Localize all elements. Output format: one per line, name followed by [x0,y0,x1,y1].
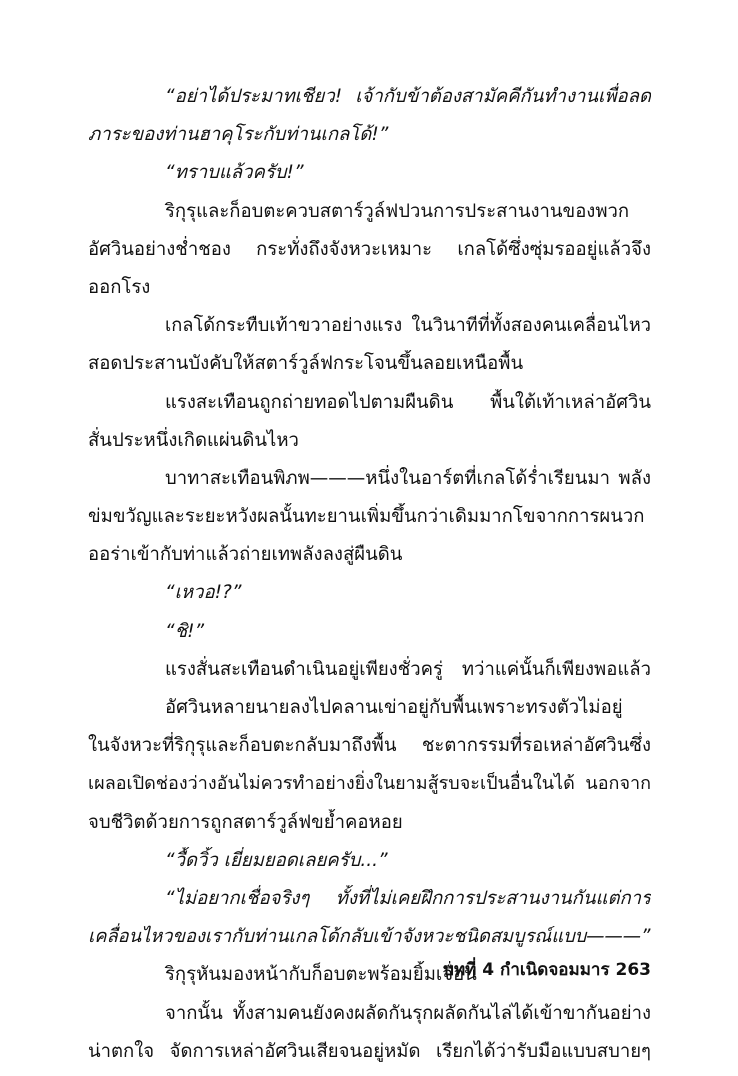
text-line [88,427,651,465]
text-line-content: เผลอเปิดช่องว่างอันไม่ควรทำอย่างยิ่งในยามสู้รบจะเป็นอื่นในได้ นอกจาก [88,773,651,795]
text-line [88,732,651,770]
text-line-content: บาทาสะเทือนพิภพ———หนึ่งในอาร์ตที่เกลโด้ร่ำเรียนมา พลัง [165,467,651,489]
text-line-content: “ทราบแล้วครับ!” [165,162,304,184]
text-line-content: “อย่าได้ประมาทเชียว! เจ้ากับข้าต้องสามัคคีกันทำงานเพื่อลด [165,86,651,107]
text-line-content: แรงสั่นสะเทือนดำเนินอยู่เพียงชั่วครู่ ทว่าแค่นั้นก็เพียงพอแล้ว [165,658,651,680]
text-line-content: เกลโด้กระทืบเท้าขวาอย่างแรง ในวินาทีที่ทั้งสองคนเคลื่อนไหว [165,315,651,337]
text-line-content: ออกโรง [88,276,151,298]
text-line-content: แรงสะเทือนถูกถ่ายทอดไปตามผืนดิน พื้นใต้เท้าเหล่าอัศวิน [165,391,651,413]
text-line-content: สั่นประหนึ่งเกิดแผ่นดินไหว [88,429,299,451]
text-line [88,1038,651,1076]
text-line-content: เคลื่อนไหวของเรากับท่านเกลโด้กลับเข้าจังหวะชนิดสมบูรณ์แบบ———” [88,926,651,948]
text-line [88,350,651,388]
text-line [88,885,651,923]
text-line-content: น่าตกใจ จัดการเหล่าอัศวินเสียจนอยู่หมัด เรียกได้ว่ารับมือแบบสบายๆ [88,1040,651,1062]
text-line-content: อัศวินอย่างช่ำชอง กระทั่งถึงจังหวะเหมาะ เกลโด้ซึ่งซุ่มรออยู่แล้วจึง [88,238,651,260]
text-line [88,389,651,427]
text-line [88,274,651,312]
text-line [88,923,651,961]
text-line [88,770,651,808]
text-line-content: จบชีวิตด้วยการถูกสตาร์วูล์ฟขย้ำคอหอย [88,811,403,833]
text-line [88,579,651,617]
text-line-content: ริกุรุและก็อบตะควบสตาร์วูล์ฟปวนการประสานงานของพวก [165,200,630,222]
text-line-content: จากนั้น ทั้งสามคนยังคงผลัดกันรุกผลัดกันไล่ได้เข้าขากันอย่าง [165,1002,651,1024]
book-page-body [88,83,651,1076]
text-line [88,465,651,503]
text-line [88,847,651,885]
text-line [88,541,651,579]
text-line [88,236,651,274]
text-line [88,503,651,541]
text-line [88,694,651,732]
text-line-content: ในจังหวะที่ริกุรุและก็อบตะกลับมาถึงพื้น ชะตากรรมที่รอเหล่าอัศวินซึ่ง [88,735,651,757]
text-line-content: สอดประสานบังคับให้สตาร์วูล์ฟกระโจนขึ้นลอยเหนือพื้น [88,353,524,375]
text-line-content: “วื้ดวิ้ว เยี่ยมยอดเลยครับ...” [165,849,388,871]
text-line [88,198,651,236]
text-line-content: “ชิ!” [165,620,205,642]
text-line [88,121,651,159]
text-line-content: ภาระของท่านฮาคุโระกับท่านเกลโด้!” [88,124,389,146]
text-line-content: “ไม่อยากเชื่อจริงๆ ทั้งที่ไม่เคยฝึกการประสานงานกันแต่การ [165,887,651,909]
text-line [88,312,651,350]
text-line-content: ข่มขวัญและระยะหวังผลนั้นทะยานเพิ่มขึ้นกว่าเดิมมากโขจากการผนวก [88,506,645,528]
text-line-content: ริกุรุหันมองหน้ากับก็อบตะพร้อมยิ้มเจื่อน [165,964,477,986]
text-line-content: อัศวินหลายนายลงไปคลานเข่าอยู่กับพื้นเพราะทรงตัวไม่อยู่ [165,697,623,718]
text-line [88,83,651,121]
text-line [88,656,651,694]
text-line [88,809,651,847]
text-line-content: “เหวอ!?” [165,582,242,604]
text-line-content: ออร่าเข้ากับท่าแล้วถ่ายเทพลังลงสู่ผืนดิน [88,544,403,566]
text-line [88,1000,651,1038]
text-line [88,618,651,656]
text-line [88,159,651,197]
page-footer-running-head: บทที่ 4 กำเนิดจอมมาร 263 [443,960,651,980]
